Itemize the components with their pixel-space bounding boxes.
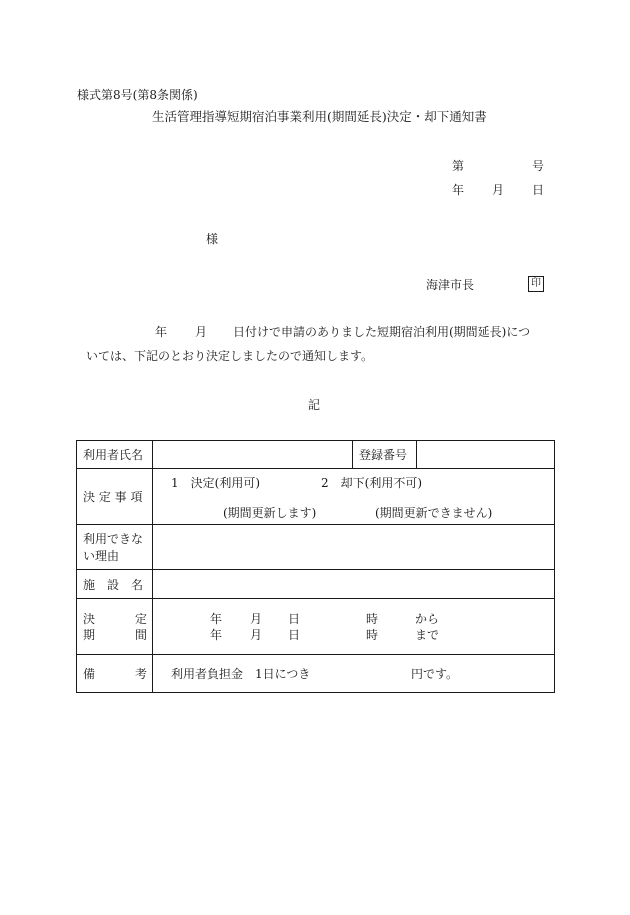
to-month: 月 [250,628,263,642]
user-name-value [153,441,353,469]
to-day: 日 [288,628,301,642]
from-day: 日 [288,612,301,626]
decision-label: 決 定 事 項 [77,469,153,525]
row-reason [77,525,555,570]
from-label: から [415,612,440,626]
issuer-name: 海津市長 [426,278,475,292]
seal-mark: 印 [528,276,544,292]
registration-number-label: 登録番号 [353,441,417,469]
body-year: 年 [155,325,168,339]
option-approve: 1 決定(利用可) [171,476,260,490]
remarks-value [153,655,555,693]
number-suffix: 号 [532,159,545,173]
reason-label [77,525,153,570]
body-line-1-text: 日付けで申請のありました短期宿泊利用(期間延長)につ [233,325,531,339]
ki-heading: 記 [308,398,321,412]
addressee-suffix: 様 [206,232,219,246]
body-month: 月 [195,325,208,339]
document-title: 生活管理指導短期宿泊事業利用(期間延長)決定・却下通知書 [152,109,487,124]
date-day: 日 [532,183,545,197]
body-line-2: いては、下記のとおり決定しましたので通知します。 [86,349,374,363]
number-prefix: 第 [452,159,465,173]
remarks-yen-text: 円です。 [411,667,459,681]
from-year: 年 [210,612,223,626]
period-label-2a: 期 [83,628,96,642]
option-approve-note: (期間更新します) [223,506,317,520]
remarks-label-a: 備 [83,667,96,681]
reason-label-line-2: い理由 [83,549,120,563]
period-label-1b: 定 [135,612,148,626]
user-name-label: 利用者氏名 [77,441,153,469]
option-reject-note: (期間更新できません) [375,506,493,520]
reason-label-line-1: 利用できな [83,532,144,546]
row-period [77,599,555,655]
row-decision [77,469,555,525]
registration-number-value [417,441,555,469]
date-month: 月 [492,183,505,197]
remarks-fee-text: 利用者負担金 1日につき [171,667,311,681]
notice-table [76,440,555,693]
period-value [153,599,555,655]
to-label: まで [415,628,440,642]
facility-label: 施 設 名 [77,570,153,599]
to-year: 年 [210,628,223,642]
remarks-label-b: 考 [135,667,148,681]
from-hour: 時 [366,612,379,626]
form-number: 様式第8号(第8条関係) [77,88,198,102]
reason-value [153,525,555,570]
remarks-label [77,655,153,693]
date-year: 年 [452,183,465,197]
from-month: 月 [250,612,263,626]
to-hour: 時 [366,628,379,642]
decision-options [153,469,555,525]
period-label-2b: 間 [135,628,148,642]
period-label-1a: 決 [83,612,96,626]
row-user-name [77,441,555,469]
period-label [77,599,153,655]
row-remarks [77,655,555,693]
option-reject: 2 却下(利用不可) [321,476,422,490]
facility-value [153,570,555,599]
row-facility [77,570,555,599]
